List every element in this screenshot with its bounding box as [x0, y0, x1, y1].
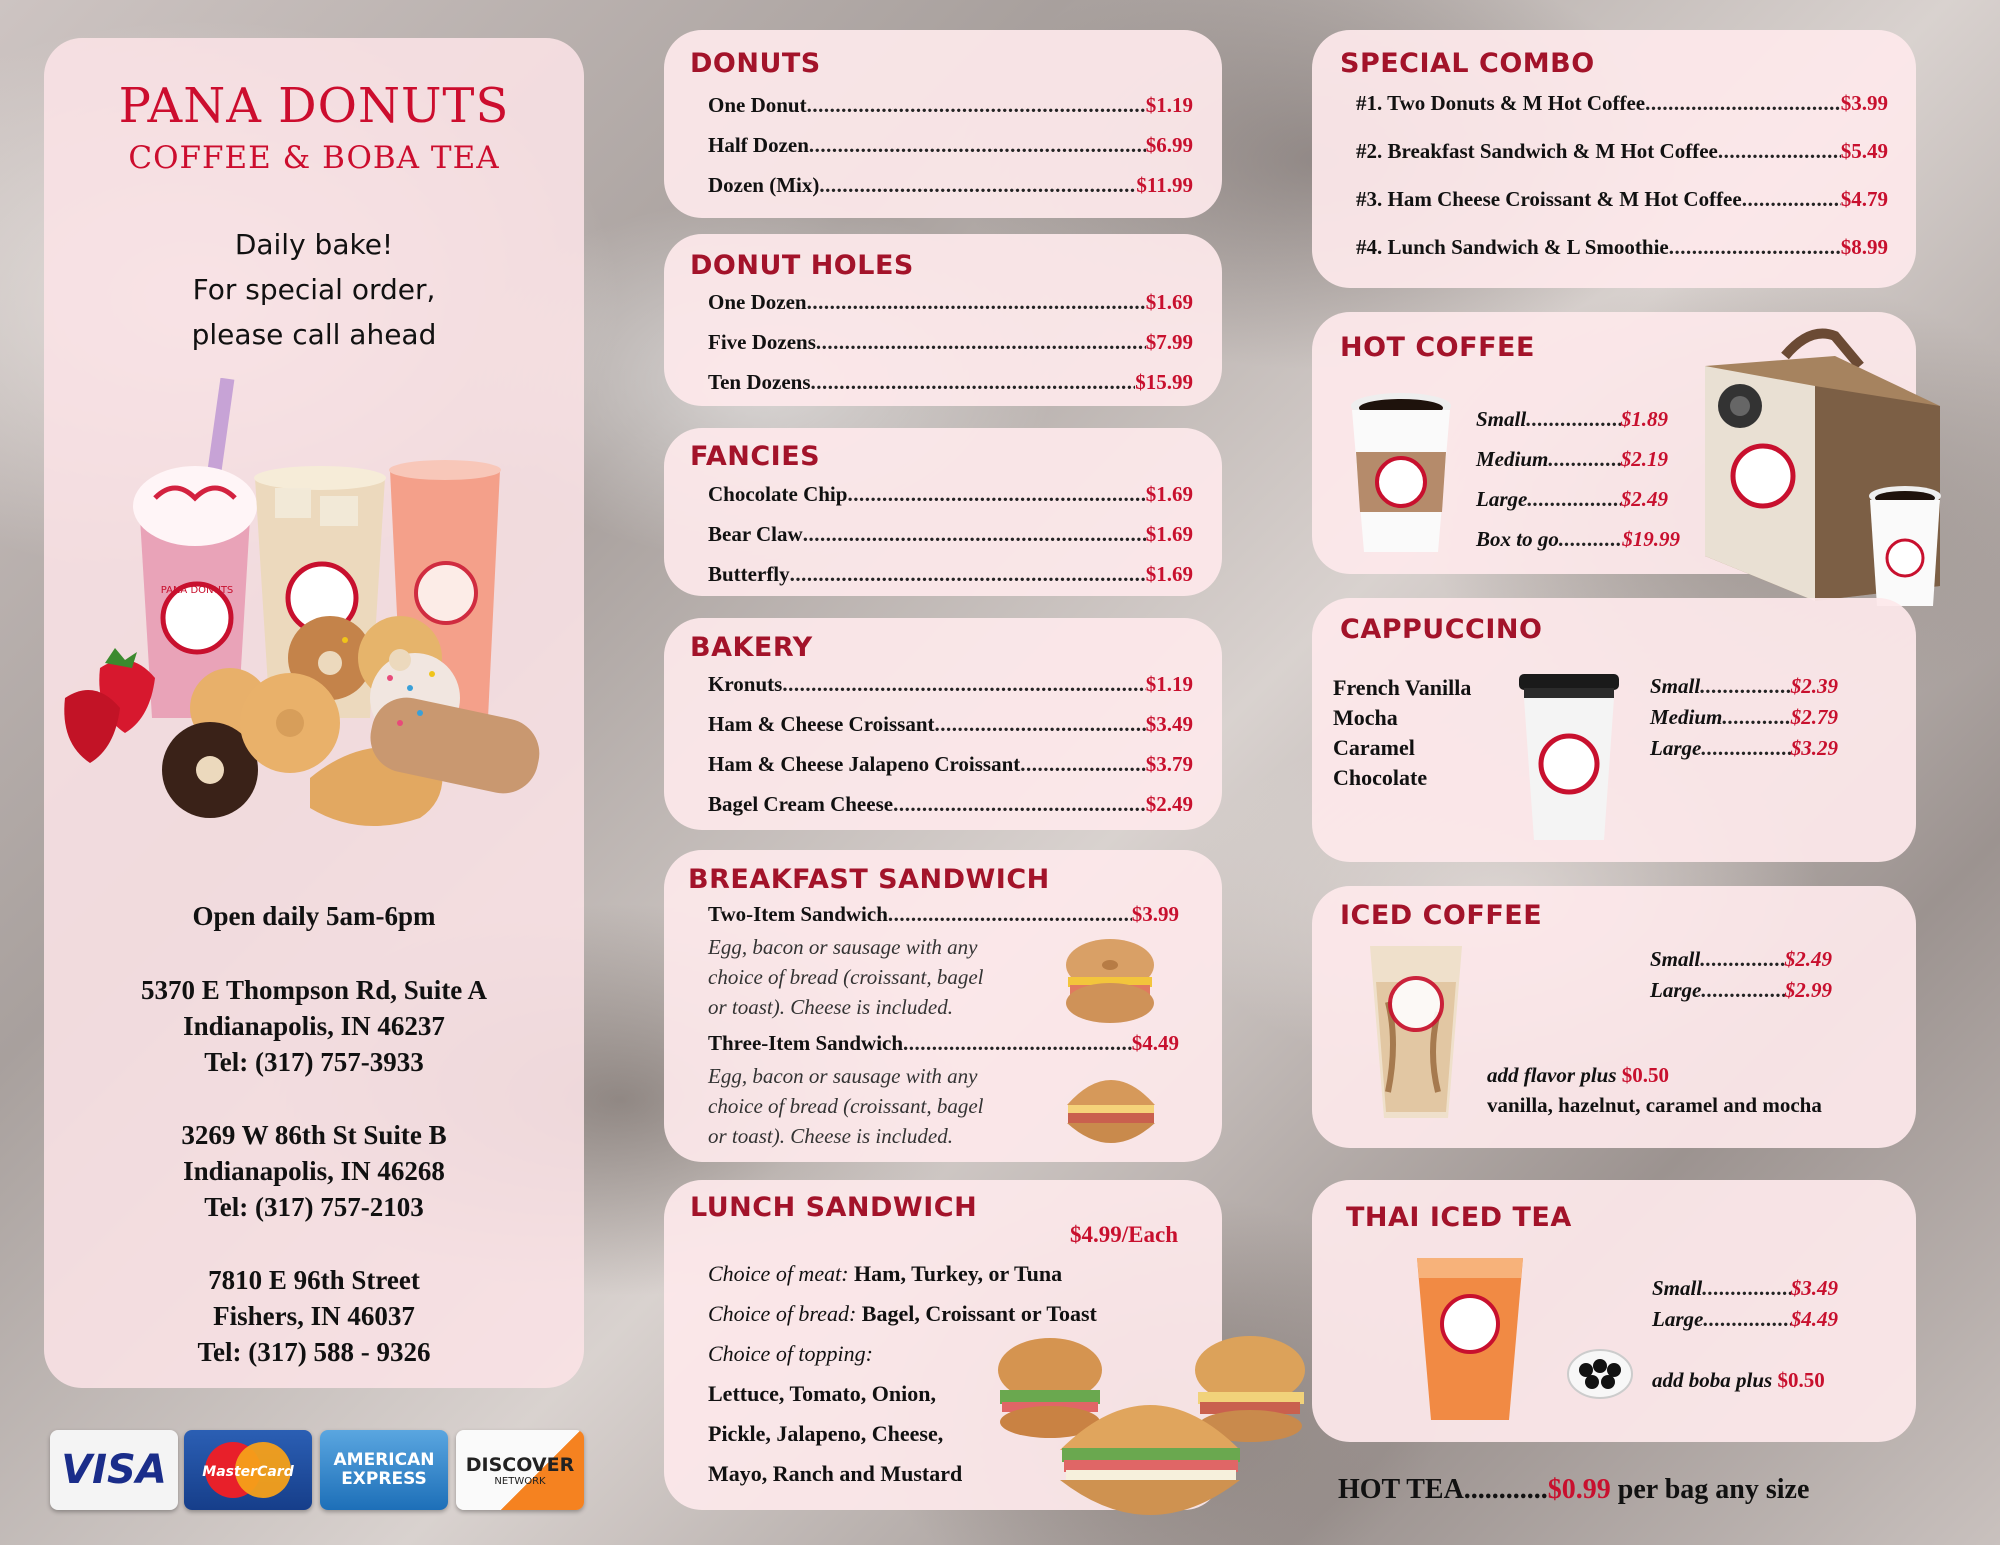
cappuccino-title: CAPPUCCINO: [1340, 614, 1543, 645]
iced-coffee-flavor-list: vanilla, hazelnut, caramel and mocha: [1487, 1093, 1822, 1117]
mastercard-icon: [188, 1435, 308, 1505]
cappuccino-cup-image: [1516, 674, 1622, 844]
menu-item: Ten Dozens ..... $15.99: [708, 370, 1193, 395]
menu-item: Bear Claw ..... $1.69: [708, 522, 1193, 547]
visa-logo: VISA: [50, 1430, 178, 1510]
intro-line-2: For special order,: [192, 273, 436, 306]
hot-coffee-cup-image: [1346, 392, 1456, 560]
location-2-phone: Tel: (317) 757-2103: [204, 1192, 424, 1222]
iced-coffee-flavor-addon: add flavor plus $0.50: [1487, 1063, 1670, 1087]
iced-coffee-title: ICED COFFEE: [1340, 900, 1543, 931]
menu-item: Large ..... $3.29: [1650, 736, 1838, 761]
item-description: or toast). Cheese is included.: [708, 1124, 953, 1148]
menu-item: Medium ..... $2.19: [1476, 447, 1668, 472]
hot-tea-line: HOT TEA............$0.99 per bag any size: [1338, 1474, 1810, 1505]
menu-item: #3. Ham Cheese Croissant & M Hot Coffee ..... $4.79: [1356, 187, 1888, 212]
lunch-title: LUNCH SANDWICH: [690, 1192, 978, 1223]
mastercard-logo: [184, 1430, 312, 1510]
lunch-meat: Choice of meat: Ham, Turkey, or Tuna: [708, 1261, 1063, 1286]
menu-item: Large ..... $2.49: [1476, 487, 1668, 512]
menu-item: Kronuts ..... $1.19: [708, 672, 1193, 697]
flavor-item: Mocha: [1333, 705, 1398, 730]
menu-item: Half Dozen ..... $6.99: [708, 133, 1193, 158]
item-description: Egg, bacon or sausage with any: [708, 935, 978, 959]
bagel-sandwich-image: [1060, 935, 1160, 1027]
intro-line-3: please call ahead: [191, 318, 437, 351]
location-3-city: Fishers, IN 46037: [213, 1301, 415, 1331]
location-2-street: 3269 W 86th St Suite B: [181, 1120, 447, 1150]
menu-item: Box to go ..... $19.99: [1476, 527, 1680, 552]
menu-item: Five Dozens ..... $7.99: [708, 330, 1193, 355]
bakery-title: BAKERY: [690, 632, 813, 663]
donuts-title: DONUTS: [690, 48, 821, 79]
lunch-topping-1: Lettuce, Tomato, Onion,: [708, 1381, 936, 1406]
flavor-item: Caramel: [1333, 735, 1415, 760]
item-description: Egg, bacon or sausage with any: [708, 1064, 978, 1088]
brand-name: PANA DONUTS: [118, 78, 510, 134]
location-1-phone: Tel: (317) 757-3933: [204, 1047, 424, 1077]
hot-coffee-title: HOT COFFEE: [1340, 332, 1535, 363]
lunch-bread: Choice of bread: Bagel, Croissant or Toast: [708, 1301, 1097, 1326]
intro-line-1: Daily bake!: [234, 228, 394, 261]
menu-item: Small ..... $2.49: [1650, 947, 1832, 972]
svg-text:MasterCard: MasterCard: [202, 1464, 294, 1480]
item-description: choice of bread (croissant, bagel: [708, 1094, 984, 1118]
thai-tea-boba-addon: add boba plus $0.50: [1652, 1368, 1825, 1392]
menu-item: Large ..... $4.49: [1652, 1307, 1838, 1332]
location-3-phone: Tel: (317) 588 - 9326: [197, 1337, 431, 1367]
lunch-topping-3: Mayo, Ranch and Mustard: [708, 1461, 963, 1486]
flavor-item: French Vanilla: [1333, 675, 1472, 700]
lunch-topping-2: Pickle, Jalapeno, Cheese,: [708, 1421, 944, 1446]
menu-item: Medium ..... $2.79: [1650, 705, 1838, 730]
menu-item: Small ..... $3.49: [1652, 1276, 1838, 1301]
thai-tea-title: THAI ICED TEA: [1346, 1202, 1572, 1233]
donut-holes-title: DONUT HOLES: [690, 250, 914, 281]
menu-item: One Dozen ..... $1.69: [708, 290, 1193, 315]
brand-subtitle: COFFEE & BOBA TEA: [128, 140, 500, 176]
location-1-city: Indianapolis, IN 46237: [183, 1011, 445, 1041]
iced-coffee-cup-image: [1368, 942, 1464, 1120]
menu-item: Small ..... $1.89: [1476, 407, 1668, 432]
cappuccino-flavors: [1333, 673, 1471, 793]
item-description: or toast). Cheese is included.: [708, 995, 953, 1019]
croissant-sandwich-image: [1062, 1065, 1160, 1153]
lunch-topping-label: Choice of topping:: [708, 1341, 873, 1366]
menu-item: Three-Item Sandwich ..... $4.49: [708, 1031, 1179, 1056]
cup-logo-text: PANA DONUTS: [160, 585, 234, 596]
lunch-sandwiches-image: [990, 1330, 1325, 1540]
menu-item: Dozen (Mix) ..... $11.99: [708, 173, 1193, 198]
flavor-item: Chocolate: [1333, 765, 1428, 790]
breakfast-title: BREAKFAST SANDWICH: [688, 864, 1050, 895]
menu-item: #4. Lunch Sandwich & L Smoothie ..... $8.99: [1356, 235, 1888, 260]
amex-logo: AMERICAN EXPRESS: [320, 1430, 448, 1510]
item-description: choice of bread (croissant, bagel: [708, 965, 984, 989]
menu-item: #2. Breakfast Sandwich & M Hot Coffee ..... $5.49: [1356, 139, 1888, 164]
boba-pearls-icon: [1566, 1348, 1634, 1400]
drinks-donuts-illustration: [60, 378, 560, 848]
fancies-title: FANCIES: [690, 441, 821, 472]
menu-item: Ham & Cheese Jalapeno Croissant ..... $3.79: [708, 752, 1193, 777]
lunch-price: $4.99/Each: [1070, 1222, 1178, 1247]
menu-item: #1. Two Donuts & M Hot Coffee ..... $3.99: [1356, 91, 1888, 116]
location-2-city: Indianapolis, IN 46268: [183, 1156, 445, 1186]
menu-item: Chocolate Chip ..... $1.69: [708, 482, 1193, 507]
hours-text: Open daily 5am-6pm: [192, 901, 436, 931]
menu-item: Small ..... $2.39: [1650, 674, 1838, 699]
menu-item: Two-Item Sandwich ..... $3.99: [708, 902, 1179, 927]
menu-item: Bagel Cream Cheese ..... $2.49: [708, 792, 1193, 817]
location-3-street: 7810 E 96th Street: [208, 1265, 420, 1295]
menu-item: Large ..... $2.99: [1650, 978, 1832, 1003]
thai-tea-cup-image: [1415, 1254, 1525, 1422]
menu-item: One Donut ..... $1.19: [708, 93, 1193, 118]
menu-item: Ham & Cheese Croissant ..... $3.49: [708, 712, 1193, 737]
combo-title: SPECIAL COMBO: [1340, 48, 1595, 79]
coffee-box-image: [1695, 326, 1945, 611]
location-1-street: 5370 E Thompson Rd, Suite A: [140, 975, 488, 1005]
menu-item: Butterfly ..... $1.69: [708, 562, 1193, 587]
discover-logo: DISCOVER NETWORK: [456, 1430, 584, 1510]
